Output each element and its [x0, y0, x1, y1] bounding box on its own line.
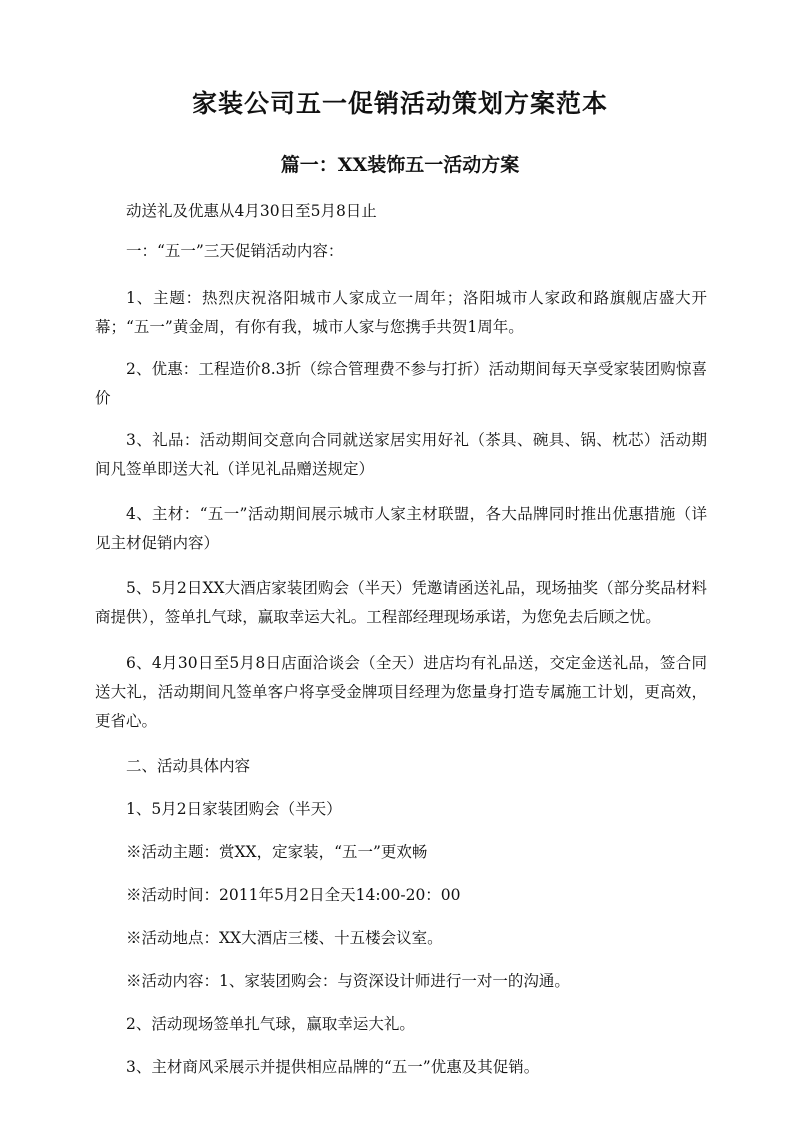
document-title: 家装公司五一促销活动策划方案范本 — [191, 89, 608, 118]
paragraph-activity-showcase: 3、主材商风采展示并提供相应品牌的“五一”优惠及其促销。 — [126, 1058, 540, 1076]
paragraph-activity-location: ※活动地点：XX大酒店三楼、十五楼会议室。 — [126, 929, 443, 947]
paragraph-activity-content: ※活动内容：1、家装团购会：与资深设计师进行一对一的沟通。 — [126, 972, 570, 990]
paragraph-section-2-heading: 二、活动具体内容 — [126, 757, 251, 775]
paragraph-activity-1: 1、5月2日家装团购会（半天） — [126, 800, 342, 818]
paragraph-item-theme: 1、主题：热烈庆祝洛阳城市人家成立一周年；洛阳城市人家政和路旗舰店盛大开幕；“五一”黄金周，有你有我，城市人家与您携手共贺1周年。 — [95, 289, 707, 336]
paragraph-activity-time: ※活动时间：2011年5月2日全天14:00-20：00 — [126, 886, 461, 904]
paragraph-intro: 动送礼及优惠从4月30日至5月8日止 — [126, 202, 377, 220]
paragraph-item-group-buy: 5、5月2日XX大酒店家装团购会（半天）凭邀请函送礼品，现场抽奖（部分奖品材料商提供），签单扎气球，赢取幸运大礼。工程部经理现场承诺，为您免去后顾之忧。 — [95, 579, 707, 626]
paragraph-section-1-heading: 一：“五一”三天促销活动内容： — [126, 242, 344, 260]
paragraph-activity-balloons: 2、活动现场签单扎气球，赢取幸运大礼。 — [126, 1015, 415, 1033]
paragraph-item-materials: 4、主材：“五一”活动期间展示城市人家主材联盟，各大品牌同时推出优惠措施（详见主材促销内容） — [95, 505, 707, 552]
document-subtitle: 篇一：XX装饰五一活动方案 — [280, 154, 520, 176]
paragraph-activity-theme: ※活动主题：赏XX，定家装，“五一”更欢畅 — [126, 843, 428, 861]
paragraph-item-discount: 2、优惠：工程造价8.3折（综合管理费不参与打折）活动期间每天享受家装团购惊喜价 — [95, 360, 707, 407]
paragraph-item-store-fair: 6、4月30日至5月8日店面洽谈会（全天）进店均有礼品送，交定金送礼品，签合同送大礼，活动期间凡签单客户将享受金牌项目经理为您量身打造专属施工计划，更高效，更省心。 — [95, 654, 707, 730]
paragraph-item-gifts: 3、礼品：活动期间交意向合同就送家居实用好礼（茶具、碗具、锅、枕芯）活动期间凡签单即送大礼（详见礼品赠送规定） — [95, 431, 707, 478]
